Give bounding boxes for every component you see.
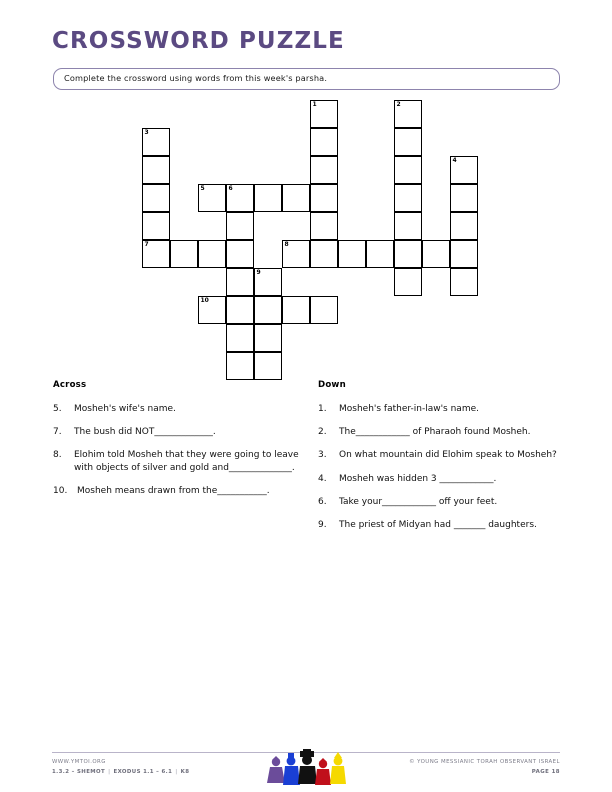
- grid-cell-4[interactable]: [450, 156, 478, 184]
- grid-cell[interactable]: [226, 240, 254, 268]
- logo-figure-yellow: [330, 752, 346, 784]
- clue-across-10: [53, 485, 303, 497]
- footer-grade: K8: [180, 769, 190, 775]
- clue-number: 4.: [318, 473, 327, 484]
- logo-figure-black: [298, 749, 317, 784]
- grid-cell[interactable]: [226, 324, 254, 352]
- clue-text: Mosheh's wife's name.: [74, 404, 176, 414]
- grid-cell[interactable]: [310, 240, 338, 268]
- grid-cell[interactable]: [394, 156, 422, 184]
- clue-across-5: [53, 403, 303, 415]
- grid-cell[interactable]: [226, 212, 254, 240]
- clue-number: 3.: [318, 450, 327, 461]
- grid-cell-number: 2: [396, 101, 401, 108]
- footer-meta: [52, 767, 189, 777]
- clue-across-8: [53, 449, 303, 473]
- logo-figure-purple: [267, 756, 285, 783]
- grid-cell[interactable]: [170, 240, 198, 268]
- grid-cell[interactable]: [282, 296, 310, 324]
- grid-cell[interactable]: [310, 212, 338, 240]
- across-clue-list: [53, 380, 303, 508]
- clue-text: Take your____________ off your feet.: [339, 496, 498, 507]
- clue-text: Mosheh's father-in-law's name.: [339, 404, 479, 414]
- clue-down-1: [318, 403, 573, 415]
- grid-cell[interactable]: [226, 268, 254, 296]
- logo-figure-blue: [283, 753, 300, 785]
- down-clue-list: [318, 380, 573, 542]
- clue-down-9: [318, 519, 573, 531]
- grid-cell[interactable]: [254, 352, 282, 380]
- clue-number: 5.: [53, 404, 62, 414]
- footer-scripture: EXODUS 1.1 – 6.1: [113, 769, 173, 775]
- clue-number: 7.: [53, 427, 62, 438]
- grid-cell[interactable]: [422, 240, 450, 268]
- clue-down-4: [318, 473, 573, 485]
- grid-cell[interactable]: [394, 240, 422, 268]
- clue-number: 8.: [53, 450, 62, 461]
- page-title: CROSSWORD PUZZLE: [52, 28, 345, 54]
- grid-cell-number: 6: [228, 185, 233, 192]
- down-heading: Down: [318, 380, 346, 390]
- grid-cell[interactable]: [254, 324, 282, 352]
- clue-text: The priest of Midyan had _______ daughters.: [339, 520, 537, 531]
- footer-left: [52, 757, 189, 777]
- grid-cell[interactable]: [254, 184, 282, 212]
- footer-right: [409, 757, 560, 777]
- instruction-text: Complete the crossword using words from this week's parsha.: [64, 73, 328, 83]
- footer-separator-1: |: [108, 769, 111, 775]
- clue-number: 6.: [318, 496, 327, 507]
- grid-cell[interactable]: [394, 184, 422, 212]
- grid-cell[interactable]: [226, 296, 254, 324]
- grid-cell[interactable]: [450, 184, 478, 212]
- grid-cell[interactable]: [142, 212, 170, 240]
- footer-reference: 1.3.2 – SHEMOT: [52, 769, 106, 775]
- clue-number: 9.: [318, 520, 327, 531]
- grid-cell[interactable]: [198, 240, 226, 268]
- clue-text: The bush did NOT_____________.: [74, 427, 216, 438]
- grid-cell-6[interactable]: [226, 184, 254, 212]
- clue-across-7: [53, 426, 303, 438]
- grid-cell[interactable]: [394, 128, 422, 156]
- clue-text: On what mountain did Elohim speak to Mosheh?: [339, 450, 557, 461]
- footer-copyright: © YOUNG MESSIANIC TORAH OBSERVANT ISRAEL: [409, 759, 560, 765]
- footer-separator-2: |: [175, 769, 178, 775]
- clue-text: The____________ of Pharaoh found Mosheh.: [339, 427, 531, 438]
- grid-cell-10[interactable]: [198, 296, 226, 324]
- clue-text: Mosheh means drawn from the___________.: [77, 485, 270, 496]
- grid-cell-7[interactable]: [142, 240, 170, 268]
- grid-cell-number: 10: [200, 297, 209, 304]
- grid-cell-2[interactable]: [394, 100, 422, 128]
- grid-cell[interactable]: [450, 240, 478, 268]
- grid-cell-number: 1: [312, 101, 317, 108]
- organization-logo: [265, 749, 347, 787]
- grid-cell[interactable]: [282, 184, 310, 212]
- grid-cell[interactable]: [226, 352, 254, 380]
- clue-down-3: [318, 449, 573, 461]
- grid-cell[interactable]: [310, 156, 338, 184]
- grid-cell[interactable]: [142, 184, 170, 212]
- grid-cell[interactable]: [310, 128, 338, 156]
- grid-cell[interactable]: [142, 156, 170, 184]
- grid-cell[interactable]: [310, 184, 338, 212]
- grid-cell-1[interactable]: [310, 100, 338, 128]
- grid-cell-8[interactable]: [282, 240, 310, 268]
- grid-cell[interactable]: [394, 212, 422, 240]
- grid-cell[interactable]: [366, 240, 394, 268]
- instruction-box: [53, 68, 560, 90]
- clue-text: Elohim told Mosheh that they were going to leave with objects of silver and gold and______________.: [74, 450, 299, 473]
- grid-cell[interactable]: [394, 268, 422, 296]
- grid-cell[interactable]: [338, 240, 366, 268]
- logo-figure-red: [315, 758, 331, 785]
- clue-number: 2.: [318, 427, 327, 438]
- grid-cell[interactable]: [450, 268, 478, 296]
- clue-down-2: [318, 426, 573, 438]
- across-heading: Across: [53, 380, 87, 390]
- clue-text: Mosheh was hidden 3 ____________.: [339, 473, 497, 484]
- grid-cell-9[interactable]: [254, 268, 282, 296]
- grid-cell[interactable]: [450, 212, 478, 240]
- grid-cell-number: 9: [256, 269, 261, 276]
- grid-cell-3[interactable]: [142, 128, 170, 156]
- clue-number: 1.: [318, 404, 327, 414]
- grid-cell-number: 5: [200, 185, 205, 192]
- footer-page-number: PAGE 18: [531, 769, 560, 775]
- grid-cell-number: 8: [284, 241, 289, 248]
- grid-cell[interactable]: [254, 296, 282, 324]
- grid-cell-5[interactable]: [198, 184, 226, 212]
- clue-number: 10.: [53, 485, 68, 496]
- clue-down-6: [318, 496, 573, 508]
- grid-cell-number: 4: [452, 157, 457, 164]
- grid-cell-number: 7: [144, 241, 149, 248]
- footer-website[interactable]: WWW.YMTOI.ORG: [52, 759, 106, 765]
- grid-cell-number: 3: [144, 129, 149, 136]
- grid-cell[interactable]: [310, 296, 338, 324]
